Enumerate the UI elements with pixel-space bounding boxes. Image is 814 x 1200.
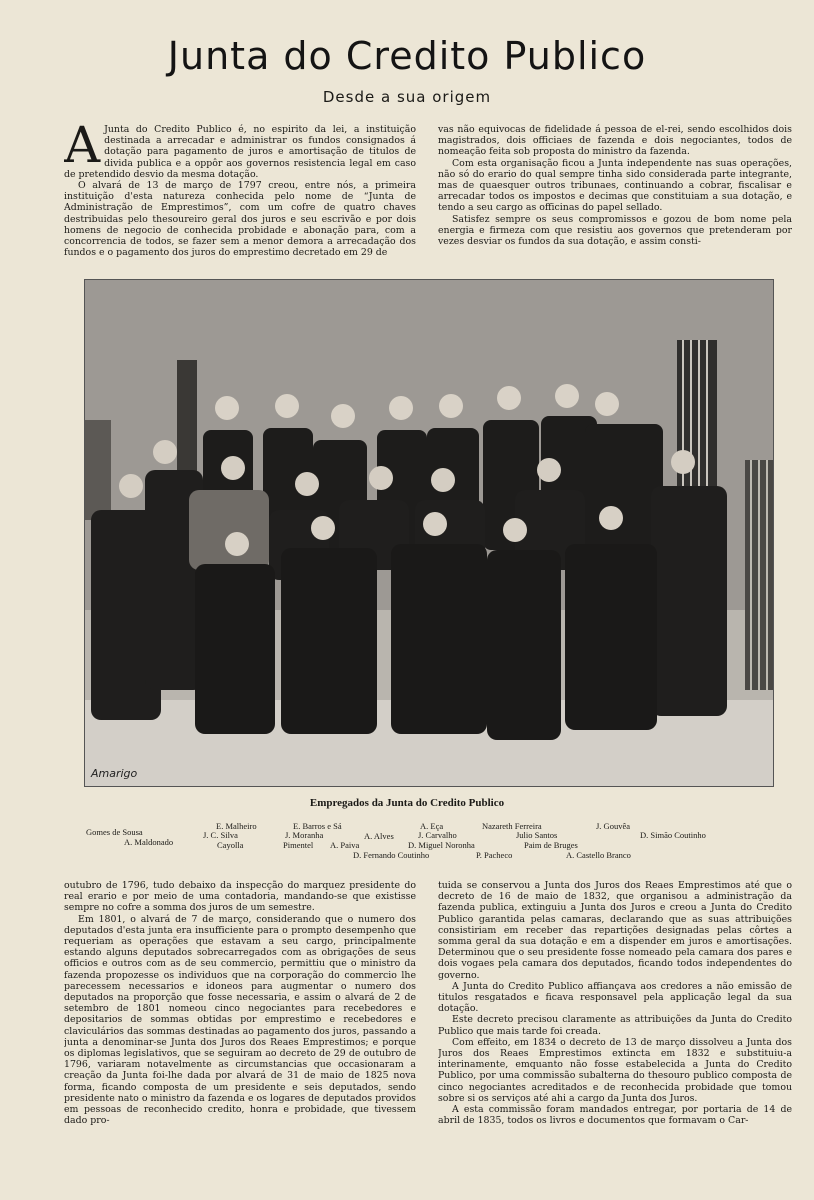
name-label: E. Barros e Sá [293, 821, 342, 831]
name-label: J. Gouvêa [596, 821, 630, 831]
intro-paragraph: A Junta do Credito Publico é, no espirito da lei, a instituição destinada a arrecadar e administrar os fundos consignados á dotação para pagamento de juros e amortisação de titulos de divida publica e a oppôr aos governos resistencia legal em caso de pretendido desvio da mesma dotação. [64, 124, 416, 180]
name-label: Nazareth Ferreira [482, 821, 542, 831]
name-label: E. Malheiro [216, 821, 257, 831]
body-paragraph: tuida se conservou a Junta dos Juros dos Reaes Emprestimos até que o decreto de 16 de maio de 1832, que organisou a administração da fazenda publica, extinguiu a Junta dos Juros e creou a Junta do Credito Publico garantida pelas camaras, declarando que as suas attribuições consistiriam em receber das repartições designadas pelas côrtes a somma geral da sua dotação e em a dispender em juros e amortisações. Determinou que o seu presidente fosse nomeado pela camara dos pares e dois vogaes pela camara dos deputados, ficando todos independentes do governo. [438, 880, 792, 981]
intro-paragraph: O alvará de 13 de março de 1797 creou, entre nós, a primeira instituição d'esta natureza conhecida pelo nome de “Junta de Administração de Emprestimos”, com um cofre de quatro chaves destribuidas pelo thesoureiro geral dos juros e seu escrivão e por dois homens de negocio de conhecida probidade e abonação para, com a concorrencia de todos, se fazer sem a menor demora a arrecadação dos fundos e o pagamento dos juros do emprestimo decretado em 29 de [64, 180, 416, 259]
name-label: D. Simão Coutinho [640, 830, 706, 840]
name-label: P. Pacheco [476, 850, 513, 860]
body-paragraph: A Junta do Credito Publico affiançava aos credores a não emissão de titulos resgatados e ficava responsavel pela applicação legal da sua dotação. [438, 980, 792, 1015]
name-label: J. C. Silva [203, 830, 238, 840]
body-right-column [438, 880, 792, 1130]
photo-caption: Empregados da Junta do Credito Publico [309, 797, 505, 809]
body-paragraph: Este decreto precisou claramente as attribuições da Junta do Credito Publico que mais tarde foi creada. [438, 1014, 792, 1037]
name-label: A. Alves [364, 831, 394, 841]
name-label: Gomes de Sousa [86, 827, 143, 837]
name-label: A. Maldonado [124, 837, 174, 847]
body-paragraph: Em 1801, o alvará de 7 de março, considerando que o numero dos deputados d'esta junta era insufficiente para o prompto desempenho que requeriam as operações que estavam a seu cargo, principalmente estando alguns deputados sobrecarregados com as obrigações de seus officios e outros com as de seu commercio, permittiu que o ministro da fazenda propozesse os individuos que na corporação do commercio lhe parecessem necessarios e idoneos para augmentar o numero dos deputados na proporção que fosse necessaria, e assim o alvará de 2 de setembro de 1801 nomeou cinco negociantes para recebedores e depositarios de sommas obtidas por emprestimo e recebedores e claviculários das sommas destinadas ao pagamento dos juros, passando a junta a denominar-se Junta dos Juros dos Reaes Emprestimos; e porque os diplomas legislativos, que se seguiram ao decreto de 29 de outubro de 1796, variaram notavelmente as circumstancias que occasionaram a creação da Junta foi-lhe dada por alvará de 31 de maio de 1825 nova forma, ficando composta de um presidente e seis deputados, sendo presidente nato o ministro da fazenda e os logares de deputados providos em pessoas de reconhecido credito, honra e probidade, que tivessem dado pro- [64, 913, 416, 1127]
name-label: Paim de Bruges [524, 840, 578, 850]
page-title: Junta do Credito Publico [167, 34, 647, 78]
intro-paragraph: Satisfez sempre os seus compromissos e gozou de bom nome pela energia e firmeza com que resistiu aos governos que pretenderam por vezes desviar os fundos da sua dotação, e assim consti- [438, 213, 792, 248]
intro-right-column [438, 124, 792, 264]
body-paragraph: Com effeito, em 1834 o decreto de 13 de março dissolveu a Junta dos Juros dos Reaes Emprestimos extincta em 1832 e substituiu-a interinamente, emquanto não fosse estabelecida a Junta do Credito Publico, por uma commissão subalterna do thesouro publico composta de cinco negociantes acreditados e de reconhecida probidade que tomou sobre si os serviços até ahi a cargo da Junta dos Juros. [438, 1036, 792, 1104]
name-label: A. Paiva [330, 840, 360, 850]
page-subtitle: Desde a sua origem [322, 88, 492, 106]
name-label: D. Miguel Noronha [408, 840, 475, 850]
body-left-column [64, 880, 416, 1130]
name-label: D. Fernando Coutinho [353, 850, 430, 860]
name-label: Cayolla [217, 840, 244, 850]
photo-illustration [85, 280, 773, 786]
intro-left-column [64, 124, 416, 264]
name-label: J. Moranha [285, 830, 324, 840]
group-photograph [84, 279, 774, 787]
name-label: Julio Santos [516, 830, 558, 840]
drop-cap: A [64, 124, 101, 174]
name-label: A. Eça [420, 821, 444, 831]
name-label: Pimentel [283, 840, 314, 850]
body-paragraph: outubro de 1796, tudo debaixo da inspecção do marquez presidente do real erario e por meio de uma contadoria, mandando-se que existisse sempre no cofre a somma dos juros de um semestre. [64, 880, 416, 914]
body-paragraph: A esta commissão foram mandados entregar, por portaria de 14 de abril de 1835, todos os livros e documentos que formavam o Car- [438, 1104, 792, 1127]
name-label: J. Carvalho [418, 830, 457, 840]
intro-paragraph: vas não equivocas de fidelidade á pessoa de el-rei, sendo escolhidos dois magistrados, dois officiaes de fazenda e dois negociantes, todos de nomeação feita sob proposta do ministro da fazenda. [438, 124, 792, 158]
intro-paragraph: Com esta organisação ficou a Junta independente nas suas operações, não só do erario do qual sempre tinha sido considerada parte integrante, mas de quaesquer outros tribunaes, continuando a cobrar, fiscalisar e arrecadar todos os impostos e decimas que constituiam a sua dotação, e tendo a seu cargo as officinas do papel sellado. [438, 157, 792, 214]
photographer-signature: Amarigo [91, 767, 138, 780]
name-label: A. Castello Branco [566, 850, 631, 860]
